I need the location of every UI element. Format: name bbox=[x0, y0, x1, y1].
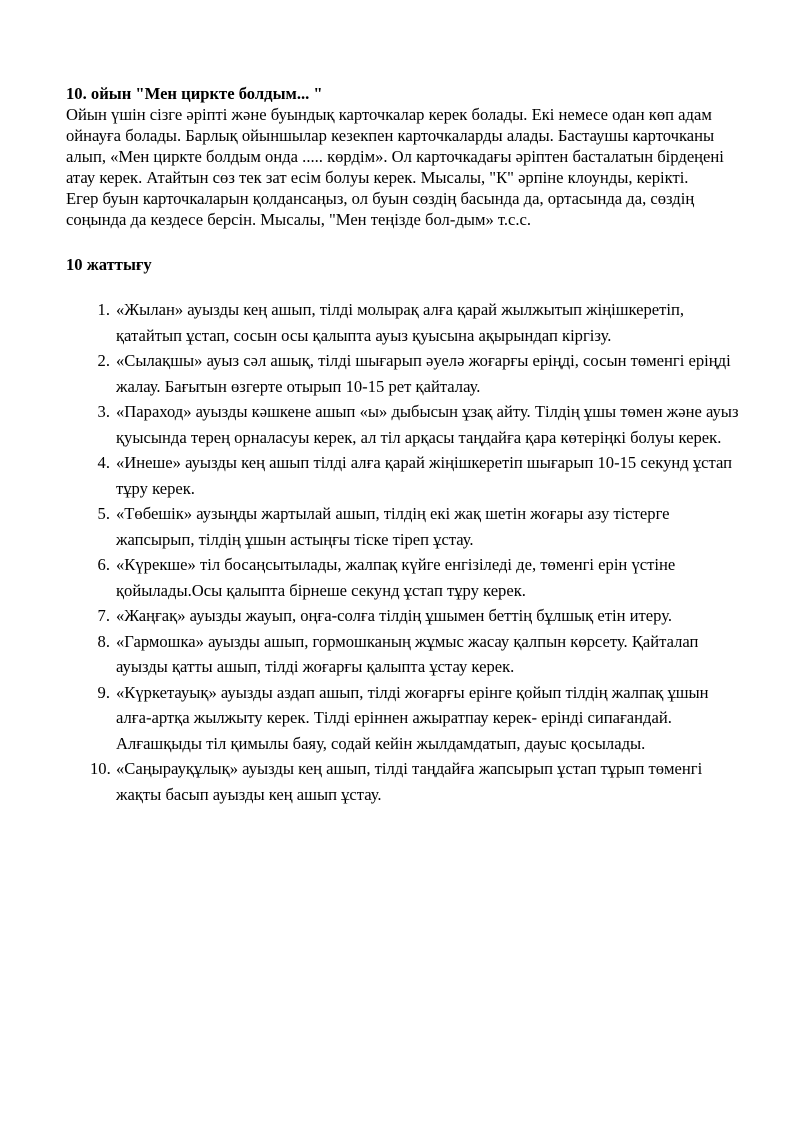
list-item-number: 9. bbox=[97, 682, 110, 702]
list-item bbox=[66, 348, 746, 399]
list-item-number: 5. bbox=[97, 504, 110, 523]
list-item-text: «Төбешік» аузыңды жартылай ашып, тілдің екі жақ шетін жоғары азу тістерге жапсырып, тілдің ұшын астыңғы тіске тіреп ұстау. bbox=[116, 504, 670, 549]
list-item bbox=[66, 629, 746, 680]
list-item bbox=[66, 501, 746, 552]
list-item-text: «Жылан» ауызды кең ашып, тілді молырақ алға қарай жылжытып жіңішкеретіп, қатайтып ұстап, сосын осы қалыпта ауыз қуысына ақырындап кіргізу. bbox=[116, 300, 685, 345]
list-item bbox=[66, 297, 746, 348]
list-item-text: «Сылақшы» ауыз сәл ашық, тілді шығарып әуелә жоғарғы еріңді, сосын төменгі еріңді жалау. Бағытын өзгерте отырып 10-15 рет қайталау. bbox=[116, 351, 731, 396]
list-item-number: 1. bbox=[97, 300, 110, 319]
list-item bbox=[66, 680, 746, 757]
list-item bbox=[66, 603, 746, 629]
list-item-text: «Күркетауық» ауызды аздап ашып, тілді жоғарғы ерінге қойып тілдің жалпақ ұшын алға-артқа жылжыту керек. Тілді еріннен ажыратпау керек- ерінді сипағандай. Алғашқыды тіл қимылы баяу, содай кейін жылдамдатып, дауыс қосылады. bbox=[116, 682, 709, 753]
list-item bbox=[66, 399, 746, 450]
list-item-number: 2. bbox=[97, 351, 110, 370]
list-item-text: «Инеше» ауызды кең ашып тілді алға қарай жіңішкеретіп шығарып 10-15 секунд ұстап тұру керек. bbox=[116, 453, 733, 498]
list-item-text: «Параход» ауызды кәшкене ашып «ы» дыбысын ұзақ айту. Тілдің ұшы төмен және ауыз қуысында терең орналасуы керек, ал тіл арқасы таңдайға қара көтеріңкі болуы керек. bbox=[116, 402, 739, 447]
list-item-text: «Гармошка» ауызды ашып, гормошканың жұмыс жасау қалпын көрсету. Қайталап ауызды қатты ашып, тілді жоғарғы қалыпта ұстау керек. bbox=[116, 631, 699, 676]
list-item-text: «Саңырауқұлық» ауызды кең ашып, тілді таңдайға жапсырып ұстап тұрып төменгі жақты басып ауызды кең ашып ұстау. bbox=[116, 759, 703, 804]
list-item-number: 6. bbox=[97, 555, 110, 574]
list-item-number: 8. bbox=[97, 631, 110, 651]
list-item bbox=[66, 552, 746, 603]
exercise-title: 10 жаттығу bbox=[66, 255, 152, 274]
list-item bbox=[66, 450, 746, 501]
list-item-number: 7. bbox=[97, 606, 110, 625]
list-item-number: 10. bbox=[90, 759, 111, 778]
game-syllable-paragraph: Егер буын карточкаларын қолдансаңыз, ол буын сөздің басында да, ортасында да, сөздің соңында да кездесе берсін. Мысалы, "Мен теңізде бол-дым» т.с.с. bbox=[66, 189, 695, 229]
game-title: 10. ойын "Мен циркте болдым... " bbox=[66, 84, 323, 103]
exercise-list bbox=[66, 297, 746, 807]
list-item-text: «Күрекше» тіл босаңсытылады, жалпақ күйге енгізіледі де, төменгі ерін үстіне қойылады.Осы қалыпта бірнеше секунд ұстап тұру керек. bbox=[116, 555, 676, 600]
document-page bbox=[66, 83, 746, 807]
list-item-number: 3. bbox=[97, 402, 110, 421]
list-item-text: «Жаңғақ» ауызды жауып, оңға-солға тілдің ұшымен беттің бұлшық етін итеру. bbox=[116, 606, 673, 625]
list-item-number: 4. bbox=[97, 453, 110, 472]
game-rules-paragraph: Ойын үшін сізге әріпті және буындық карточкалар керек болады. Екі немесе одан көп адам ойнауға болады. Барлық ойыншылар кезекпен карточкаларды алады. Бастаушы карточканы алып, «Мен циркте болдым онда ..... көрдім». Ол карточкадағы әріптен басталатын бірдеңені атау керек. Атайтын сөз тек зат есім болуы керек. Мысалы, "К" әрпіне клоунды, керікті. bbox=[66, 105, 724, 187]
list-item bbox=[66, 756, 746, 807]
